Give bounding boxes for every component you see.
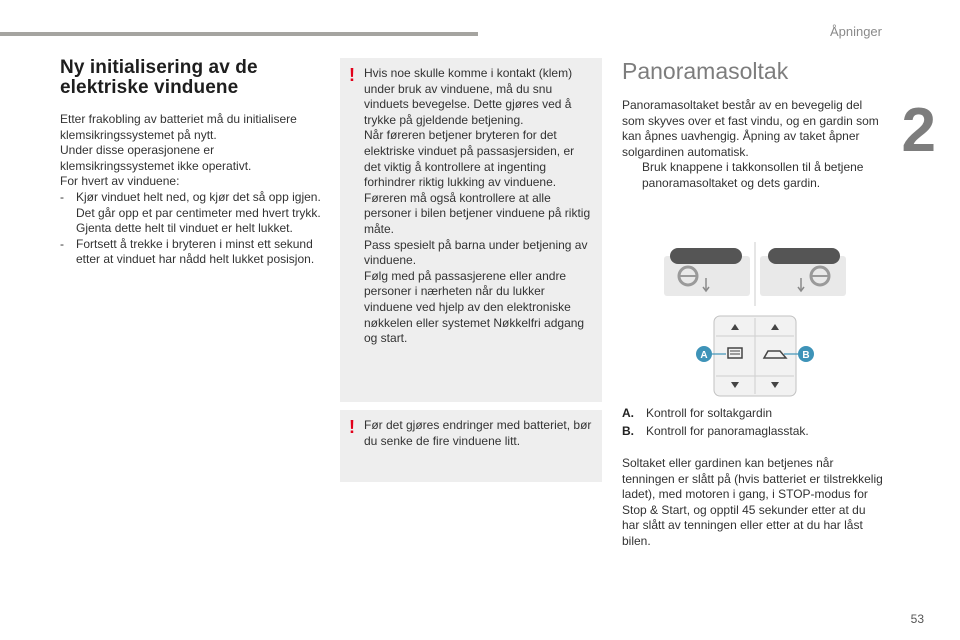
illustration-legend <box>622 404 884 440</box>
window-reinit-heading <box>60 58 326 98</box>
heading-line-1: Ny initialisering av de <box>60 57 258 78</box>
legend-item <box>622 422 884 440</box>
dash-marker: - <box>60 189 64 204</box>
roof-console-illustration <box>660 238 850 400</box>
paragraph: Under disse operasjonene er klemsikringssystemet ikke operativt. <box>60 143 252 173</box>
warning-text: Før det gjøres endringer med batteriet, bør du senke de fire vinduene litt. <box>364 418 592 448</box>
list-item <box>60 190 326 237</box>
chapter-number: 2 <box>901 96 936 165</box>
instruction-item <box>622 160 884 191</box>
legend-text: Kontroll for panoramaglasstak. <box>646 424 809 438</box>
sunroof-operation-note: Soltaket eller gardinen kan betjenes når tenningen er slått på (hvis batteriet er tilstrekkelig ladet), med motoren i gang, i STOP-modus for Stop & Start, og opptil 45 sekunder etter at du har slått av tenningen eller etter at du har låst bilen. <box>622 456 883 548</box>
list-item-text: Kjør vinduet helt ned, og kjør det så opp igjen. Det går opp et par centimeter med hvert trykk. Gjenta dette helt til vinduet er helt lukket. <box>76 189 321 236</box>
cabin-view-right-icon <box>760 248 846 296</box>
warning-box-battery <box>340 410 602 482</box>
column-sunroof <box>622 58 884 192</box>
instruction-text: Bruk knappene i takkonsollen til å betjene panoramasoltaket og dets gardin. <box>642 160 864 190</box>
callout-b-label: B <box>802 350 810 361</box>
section-title: Åpninger <box>829 24 882 39</box>
warning-text: Når føreren betjener bryteren for det elektriske vinduet på passasjersiden, er det viktig å kontrollere at ingenting forhindrer riktig lukking av vinduene. <box>364 128 575 190</box>
heading-line-2: elektriske vinduene <box>60 77 239 98</box>
warning-icon: ! <box>349 417 355 437</box>
list-item <box>60 237 326 268</box>
legend-key: A. <box>622 406 634 420</box>
warning-box-pinch <box>340 58 602 402</box>
paragraph: Etter frakobling av batteriet må du initialisere klemsikringssystemet på nytt. <box>60 112 297 142</box>
list-item-text: Fortsett å trekke i bryteren i minst ett sekund etter at vinduet har nådd helt lukket posisjon. <box>76 236 315 267</box>
callout-a-label: A <box>700 350 708 361</box>
sunroof-heading: Panoramasoltak <box>622 58 789 84</box>
warning-text: Pass spesielt på barna under betjening av vinduene. <box>364 237 588 268</box>
roof-button-console <box>714 316 796 396</box>
top-rule <box>0 32 478 36</box>
warning-text: Følg med på passasjerene eller andre personer i nærheten når du lukker vinduene ved hjelp av den elektroniske nøkkelen eller systemet Nøkkelfri adgang og start. <box>364 268 585 346</box>
legend-text: Kontroll for soltakgardin <box>646 406 773 420</box>
legend-key: B. <box>622 424 634 438</box>
warning-text: Føreren må også kontrollere at alle personer i bilen betjener vinduene på riktig måte. <box>364 190 591 236</box>
dash-marker: - <box>60 236 64 251</box>
page-number: 53 <box>910 612 924 626</box>
warning-icon: ! <box>349 65 355 85</box>
warning-text: Hvis noe skulle komme i kontakt (klem) under bruk av vinduene, må du snu vinduets bevegelse. Dette gjøres ved å trykke på gjeldende betjening. <box>364 66 573 127</box>
legend-item <box>622 404 884 422</box>
paragraph: For hvert av vinduene: <box>60 174 180 189</box>
sunroof-intro: Panoramasoltaket består av en bevegelig del som skyves over et fast vindu, og en gardin som kan åpnes uavhengig. Åpning av taket åpner solgardinen automatisk. <box>622 98 879 159</box>
column-window-reinit <box>60 58 326 268</box>
cabin-view-left-icon <box>664 248 750 296</box>
